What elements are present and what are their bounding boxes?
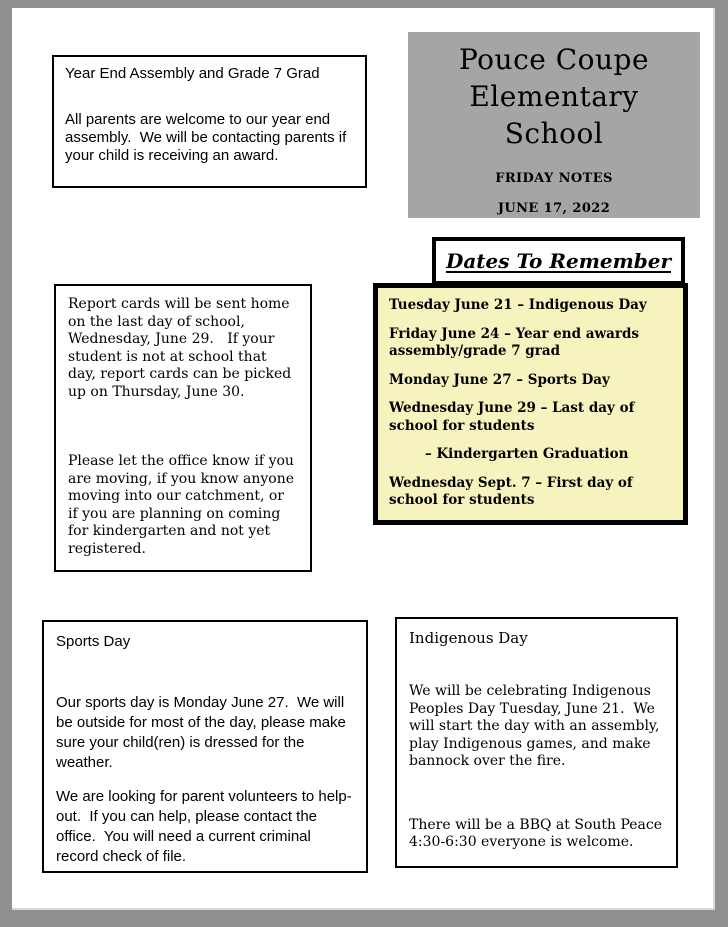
sports-day-box: [42, 620, 368, 873]
dates-to-remember-panel: [373, 283, 688, 525]
sports-day-para-2: We are looking for parent volunteers to help-out. If you can help, please contact the office. You will need a current criminal record check of file.: [56, 788, 352, 865]
date-item: Wednesday June 29 – Last day of school for students: [389, 400, 640, 434]
newsletter-date: JUNE 17, 2022: [497, 201, 611, 216]
indigenous-day-para-2: There will be a BBQ at South Peace 4:30-6:30 everyone is welcome.: [409, 816, 667, 850]
date-item: Wednesday Sept. 7 – First day of school for students: [389, 474, 638, 508]
date-item: Tuesday June 21 – Indigenous Day: [389, 297, 647, 313]
indigenous-day-para-1: We will be celebrating Indigenous Peoples Day Tuesday, June 21. We will start the day with an assembly, play Indigenous games, and make bannock over the fire.: [409, 683, 664, 769]
newsletter-edition: FRIDAY NOTES: [495, 171, 613, 186]
date-item-sub: – Kindergarten Graduation: [425, 446, 629, 462]
date-item: Friday June 24 – Year end awards assembly/grade 7 grad: [389, 325, 644, 359]
indigenous-day-box: [395, 617, 678, 868]
report-cards-para-1: Report cards will be sent home on the last day of school, Wednesday, June 29. If your student is not at school that day, report cards can be picked up on Thursday, June 30.: [68, 296, 296, 400]
year-end-box-body: All parents are welcome to our year end assembly. We will be contacting parents if your child is receiving an award.: [65, 111, 351, 164]
dates-to-remember-heading-box: [432, 237, 685, 285]
date-item: Monday June 27 – Sports Day: [389, 371, 610, 388]
school-name-line-3: School: [504, 117, 604, 150]
school-name-line-1: Pouce Coupe: [458, 43, 650, 76]
school-name-line-2: Elementary: [469, 80, 639, 113]
year-end-assembly-box: [52, 55, 367, 188]
sports-day-para-1: Our sports day is Monday June 27. We will be outside for most of the day, please make sure your child(ren) is dressed for the weather.: [56, 694, 351, 771]
school-name: [408, 41, 700, 152]
year-end-box-title: Year End Assembly and Grade 7 Grad: [65, 65, 320, 82]
report-cards-para-2: Please let the office know if you are moving, if you know anyone moving into our catchment, or if you are planning on coming for kindergarten and not yet registered.: [68, 453, 299, 557]
newsletter-page: [12, 8, 715, 910]
indigenous-day-title: Indigenous Day: [409, 629, 528, 647]
report-cards-box: [54, 284, 312, 572]
sports-day-title: Sports Day: [56, 633, 131, 650]
school-masthead: [408, 32, 700, 218]
dates-to-remember-heading: Dates To Remember: [445, 249, 672, 273]
